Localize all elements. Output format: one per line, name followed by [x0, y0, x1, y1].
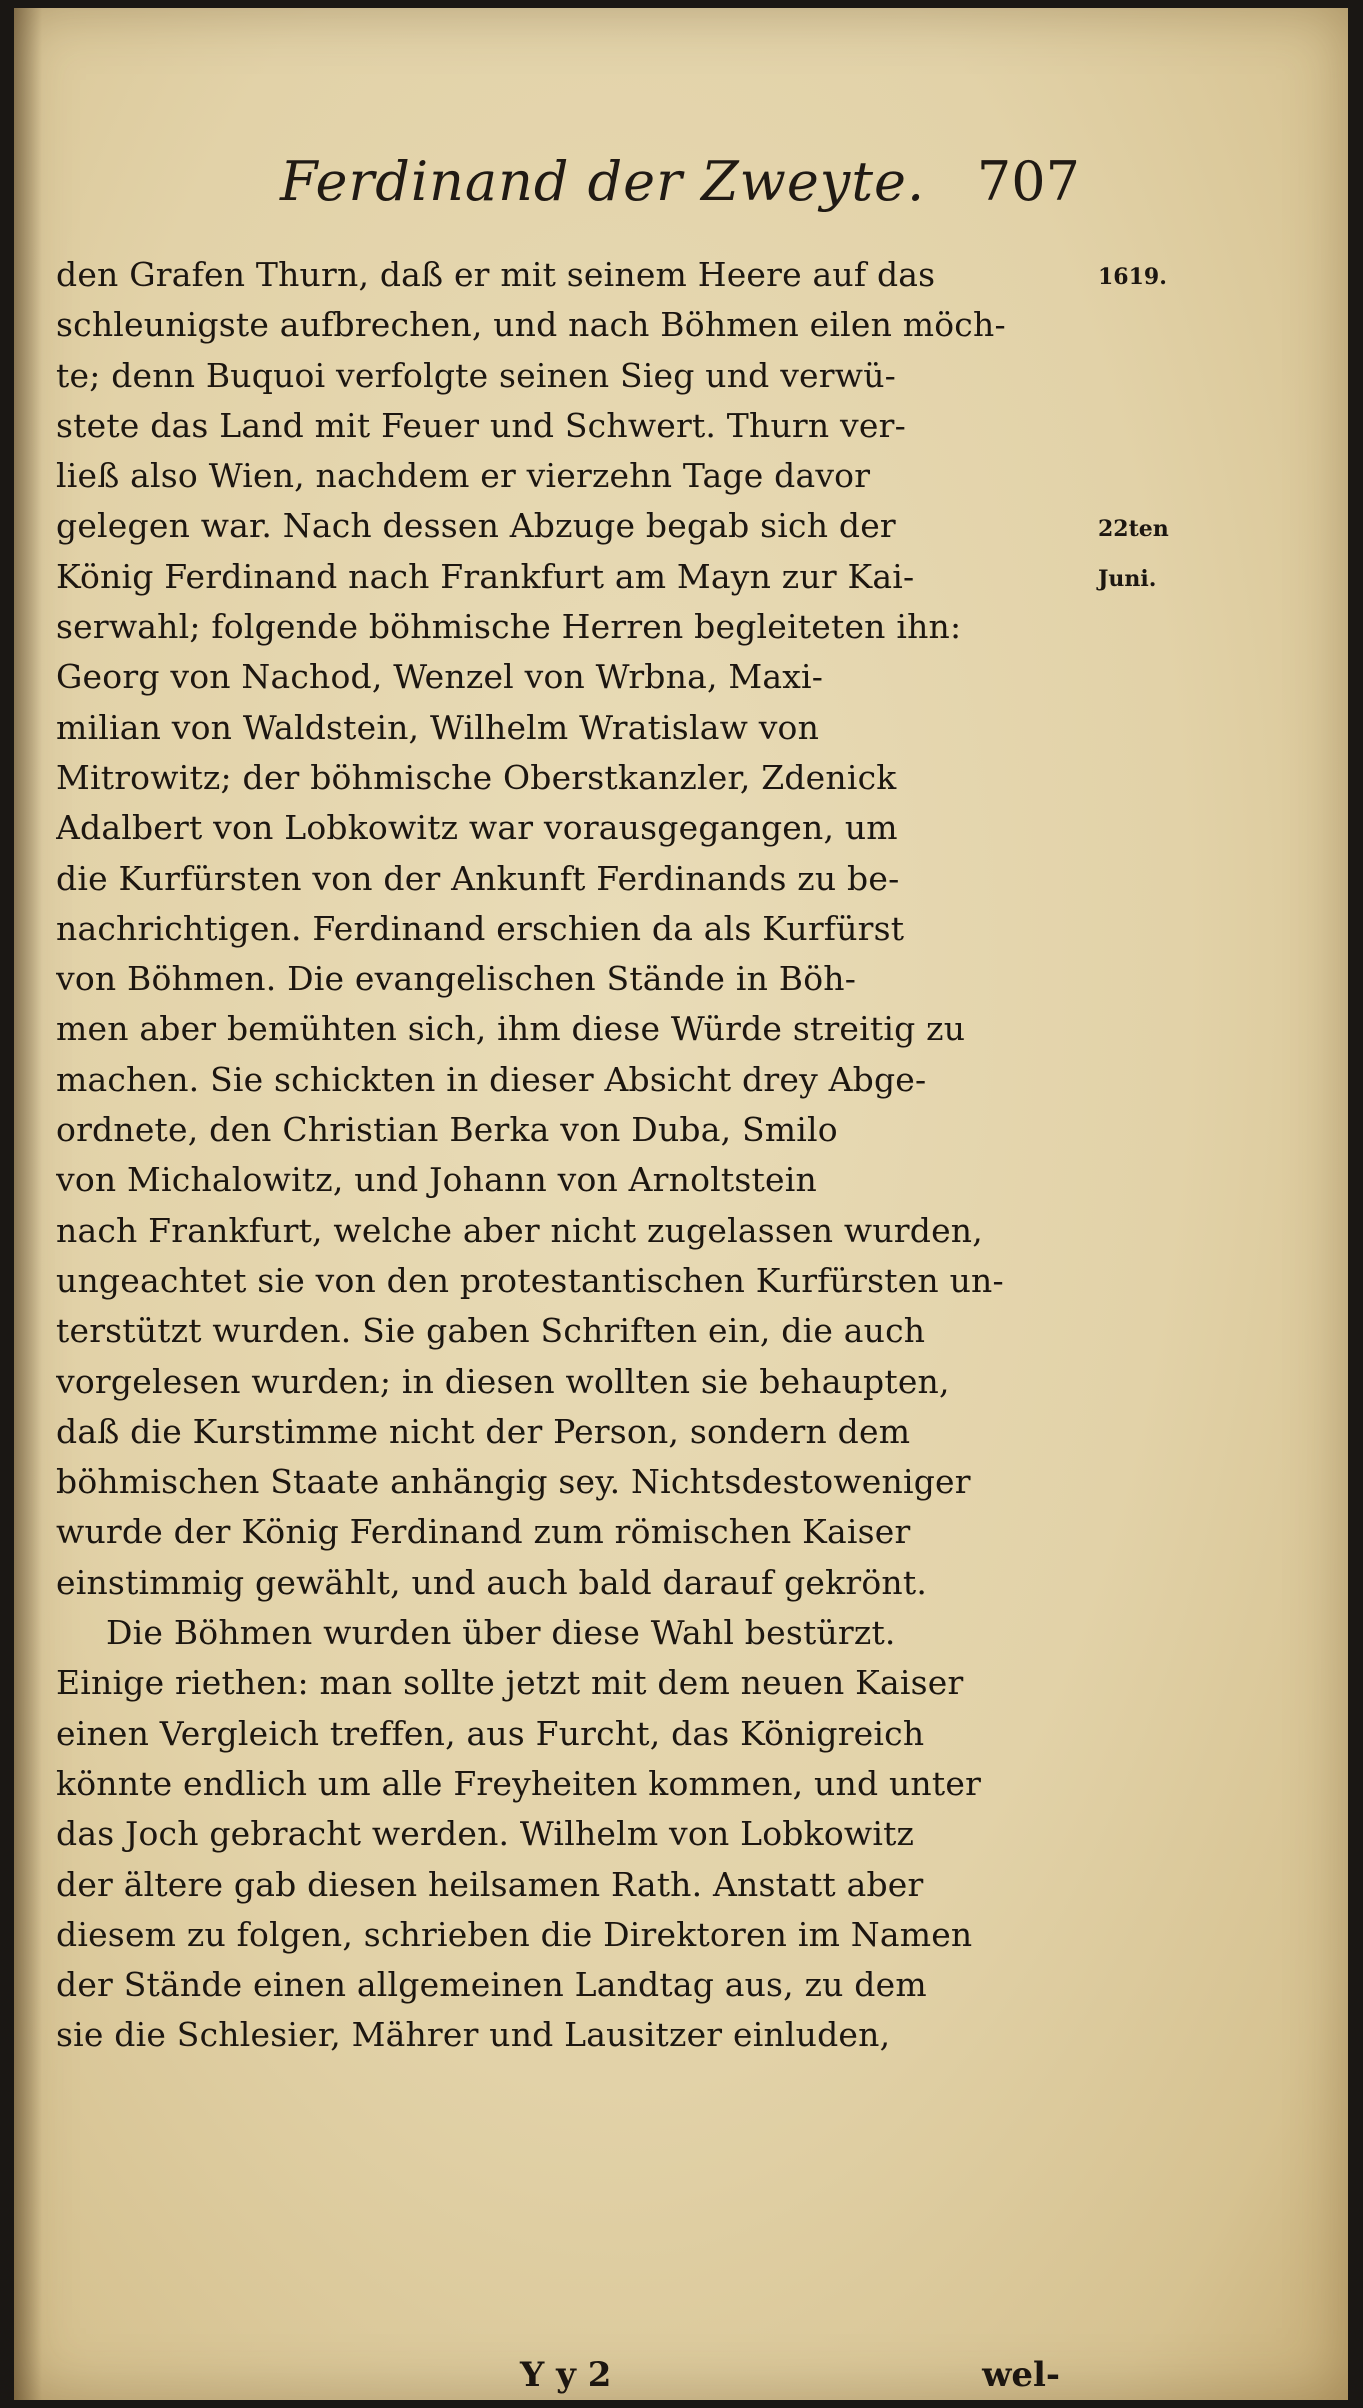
- text-line: König Ferdinand nach Frankfurt am Mayn zur Kai-: [56, 556, 915, 596]
- text-line: nach Frankfurt, welche aber nicht zugelassen wurden,: [56, 1210, 983, 1250]
- text-line: von Michalowitz, und Johann von Arnoltstein: [56, 1160, 817, 1200]
- text-line: der ältere gab diesen heilsamen Rath. Anstatt aber: [56, 1864, 924, 1904]
- text-line: Adalbert von Lobkowitz war vorausgegangen, um: [56, 808, 898, 848]
- text-line: das Joch gebracht werden. Wilhelm von Lobkowitz: [56, 1814, 915, 1854]
- text-line: Einige riethen: man sollte jetzt mit dem neuen Kaiser: [56, 1663, 964, 1703]
- margin-note: 1619.: [1098, 264, 1167, 290]
- text-line: könnte endlich um alle Freyheiten kommen, und unter: [56, 1763, 982, 1803]
- text-line: der Stände einen allgemeinen Landtag aus, zu dem: [56, 1965, 927, 2005]
- text-line: serwahl; folgende böhmische Herren begleiteten ihn:: [56, 607, 962, 647]
- text-line: einstimmig gewählt, und auch bald darauf gekrönt.: [56, 1562, 928, 1602]
- text-line: diesem zu folgen, schrieben die Direktoren im Namen: [56, 1914, 973, 1954]
- margin-note: Juni.: [1098, 565, 1157, 592]
- running-head: Ferdinand der Zweyte.: [280, 150, 926, 213]
- page-number: 707: [976, 150, 1080, 213]
- text-line: wurde der König Ferdinand zum römischen Kaiser: [56, 1512, 911, 1552]
- text-line: sie die Schlesier, Mährer und Lausitzer einluden,: [56, 2015, 891, 2055]
- page-binding-shadow: [14, 8, 42, 2400]
- text-line: te; denn Buquoi verfolgte seinen Sieg und verwü-: [56, 355, 896, 395]
- catchword: wel-: [982, 2355, 1060, 2395]
- text-line: schleunigste aufbrechen, und nach Böhmen eilen möch-: [56, 305, 1006, 345]
- text-line: von Böhmen. Die evangelischen Stände in Böh-: [56, 959, 857, 999]
- text-line: nachrichtigen. Ferdinand erschien da als Kurfürst: [56, 908, 905, 948]
- text-line: men aber bemühten sich, ihm diese Würde streitig zu: [56, 1009, 966, 1049]
- page-header: [250, 150, 1080, 230]
- text-line: einen Vergleich treffen, aus Furcht, das Königreich: [56, 1713, 925, 1753]
- text-line: Die Böhmen wurden über diese Wahl bestürzt.: [106, 1613, 896, 1653]
- text-line: machen. Sie schickten in dieser Absicht drey Abge-: [56, 1059, 927, 1099]
- page-footer: [460, 2355, 1060, 2401]
- signature-mark: Y y 2: [520, 2355, 612, 2395]
- margin-note: 22ten: [1098, 515, 1169, 542]
- body-text: [56, 250, 1096, 2061]
- text-line: terstützt wurden. Sie gaben Schriften ein, die auch: [56, 1311, 926, 1351]
- text-line: böhmischen Staate anhängig sey. Nichtsdestoweniger: [56, 1462, 971, 1502]
- text-line: die Kurfürsten von der Ankunft Ferdinands zu be-: [56, 858, 900, 898]
- text-line: daß die Kurstimme nicht der Person, sondern dem: [56, 1411, 911, 1451]
- text-line: ordnete, den Christian Berka von Duba, Smilo: [56, 1110, 838, 1150]
- text-line: Georg von Nachod, Wenzel von Wrbna, Maxi-: [56, 657, 824, 697]
- text-line: stete das Land mit Feuer und Schwert. Thurn ver-: [56, 405, 906, 445]
- text-line: Mitrowitz; der böhmische Oberstkanzler, Zdenick: [56, 757, 897, 797]
- text-line: vorgelesen wurden; in diesen wollten sie behaupten,: [56, 1361, 950, 1401]
- text-line: milian von Waldstein, Wilhelm Wratislaw von: [56, 707, 820, 747]
- text-line: ließ also Wien, nachdem er vierzehn Tage davor: [56, 456, 871, 496]
- text-line: gelegen war. Nach dessen Abzuge begab sich der: [56, 506, 896, 546]
- text-line: ungeachtet sie von den protestantischen Kurfürsten un-: [56, 1260, 1004, 1300]
- text-line: den Grafen Thurn, daß er mit seinem Heere auf das: [56, 255, 936, 294]
